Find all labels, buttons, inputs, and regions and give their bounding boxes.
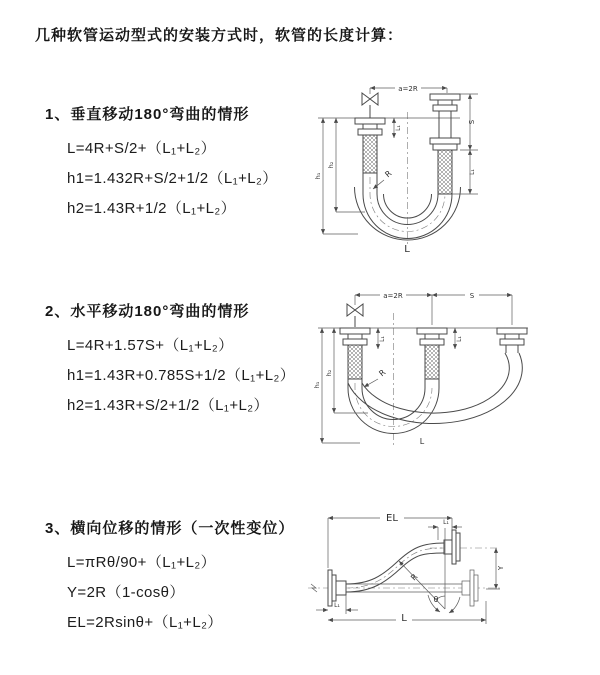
braided-hose-section bbox=[425, 345, 439, 379]
section-1-heading: 1、垂直移动180°弯曲的情形 bbox=[45, 106, 250, 123]
dimension-conn-left bbox=[316, 595, 358, 614]
diagram-vertical-180-bend bbox=[310, 72, 600, 262]
formula-L: L=πRθ/90+（L₁+L₂） bbox=[67, 554, 216, 571]
formula-EL: EL=2Rsinθ+（L₁+L₂） bbox=[67, 614, 223, 631]
h1-label: h₁ bbox=[314, 172, 322, 180]
right-pipe bbox=[430, 94, 460, 194]
dimension-length bbox=[328, 601, 486, 624]
h2-label: h₂ bbox=[327, 161, 335, 169]
dimension-y bbox=[486, 548, 505, 589]
moved-end-flange bbox=[444, 530, 460, 564]
stroke-label: S bbox=[468, 119, 476, 125]
section-lateral-displacement bbox=[45, 517, 294, 638]
braided-hose-section bbox=[363, 135, 377, 173]
dimension-span-stroke bbox=[355, 290, 512, 325]
angle-label: θ bbox=[433, 595, 439, 604]
dimension-el bbox=[328, 511, 452, 568]
centerline-break-mark bbox=[311, 584, 317, 592]
right-pipe-shifted bbox=[497, 328, 527, 353]
section-2-heading: 2、水平移动180°弯曲的情形 bbox=[45, 303, 250, 320]
el-label: EL bbox=[386, 513, 398, 524]
diagram-horizontal-180-bend bbox=[310, 283, 600, 458]
radius-leader bbox=[364, 368, 388, 387]
length-label: L bbox=[419, 437, 425, 446]
radius-label: R bbox=[383, 168, 394, 180]
formula-h2: h2=1.43R+S/2+1/2（L₁+L₂） bbox=[67, 397, 269, 414]
span-label: a=2R bbox=[383, 292, 403, 300]
braided-hose-section bbox=[348, 345, 362, 379]
conn-mid-label: L₁ bbox=[456, 336, 463, 342]
section-vertical-movement bbox=[45, 103, 278, 224]
conn-left-label: L₁ bbox=[395, 125, 402, 131]
h1-label: h₁ bbox=[313, 381, 321, 389]
formula-Y: Y=2R（1-cosθ） bbox=[67, 584, 185, 601]
formula-L: L=4R+1.57S+（L₁+L₂） bbox=[67, 337, 234, 354]
conn-right-label: L₁ bbox=[469, 169, 476, 175]
length-label: L bbox=[401, 613, 407, 624]
formula-h1: h1=1.43R+0.785S+1/2（L₁+L₂） bbox=[67, 367, 296, 384]
y-label: Y bbox=[497, 565, 505, 571]
stroke-label: S bbox=[469, 292, 475, 300]
valve-icon bbox=[347, 304, 363, 327]
formula-h1: h1=1.432R+S/2+1/2（L₁+L₂） bbox=[67, 170, 278, 187]
left-pipe bbox=[355, 118, 385, 173]
section-1-formulas bbox=[67, 134, 278, 224]
left-pipe bbox=[340, 328, 370, 379]
dimension-span bbox=[370, 83, 447, 94]
h2-label: h₂ bbox=[325, 369, 333, 377]
conn-left-label: L₁ bbox=[334, 602, 340, 609]
diagram-lateral-displacement bbox=[300, 502, 600, 652]
conn-top-label: L₁ bbox=[443, 519, 449, 526]
radius-label: R bbox=[409, 572, 420, 583]
middle-pipe bbox=[417, 328, 447, 379]
section-3-formulas bbox=[67, 548, 294, 638]
section-horizontal-movement bbox=[45, 300, 295, 421]
hose-s-curve bbox=[346, 543, 444, 592]
section-3-heading: 3、横向位移的情形（一次性变位） bbox=[45, 520, 295, 537]
braided-hose-section bbox=[438, 150, 452, 194]
valve-icon bbox=[362, 93, 378, 118]
dimension-heights bbox=[314, 118, 365, 234]
dimension-conn-left bbox=[394, 118, 402, 138]
formula-h2: h2=1.43R+1/2（L₁+L₂） bbox=[67, 200, 237, 217]
conn-left-label: L₁ bbox=[379, 336, 386, 342]
page-title: 几种软管运动型式的安装方式时，软管的长度计算： bbox=[35, 27, 404, 44]
formula-L: L=4R+S/2+（L₁+L₂） bbox=[67, 140, 217, 157]
span-label: a=2R bbox=[398, 85, 418, 93]
fixed-end-flange bbox=[328, 570, 346, 606]
length-label: L bbox=[404, 244, 410, 255]
radius-label: R bbox=[377, 367, 388, 379]
section-2-formulas bbox=[67, 331, 295, 421]
